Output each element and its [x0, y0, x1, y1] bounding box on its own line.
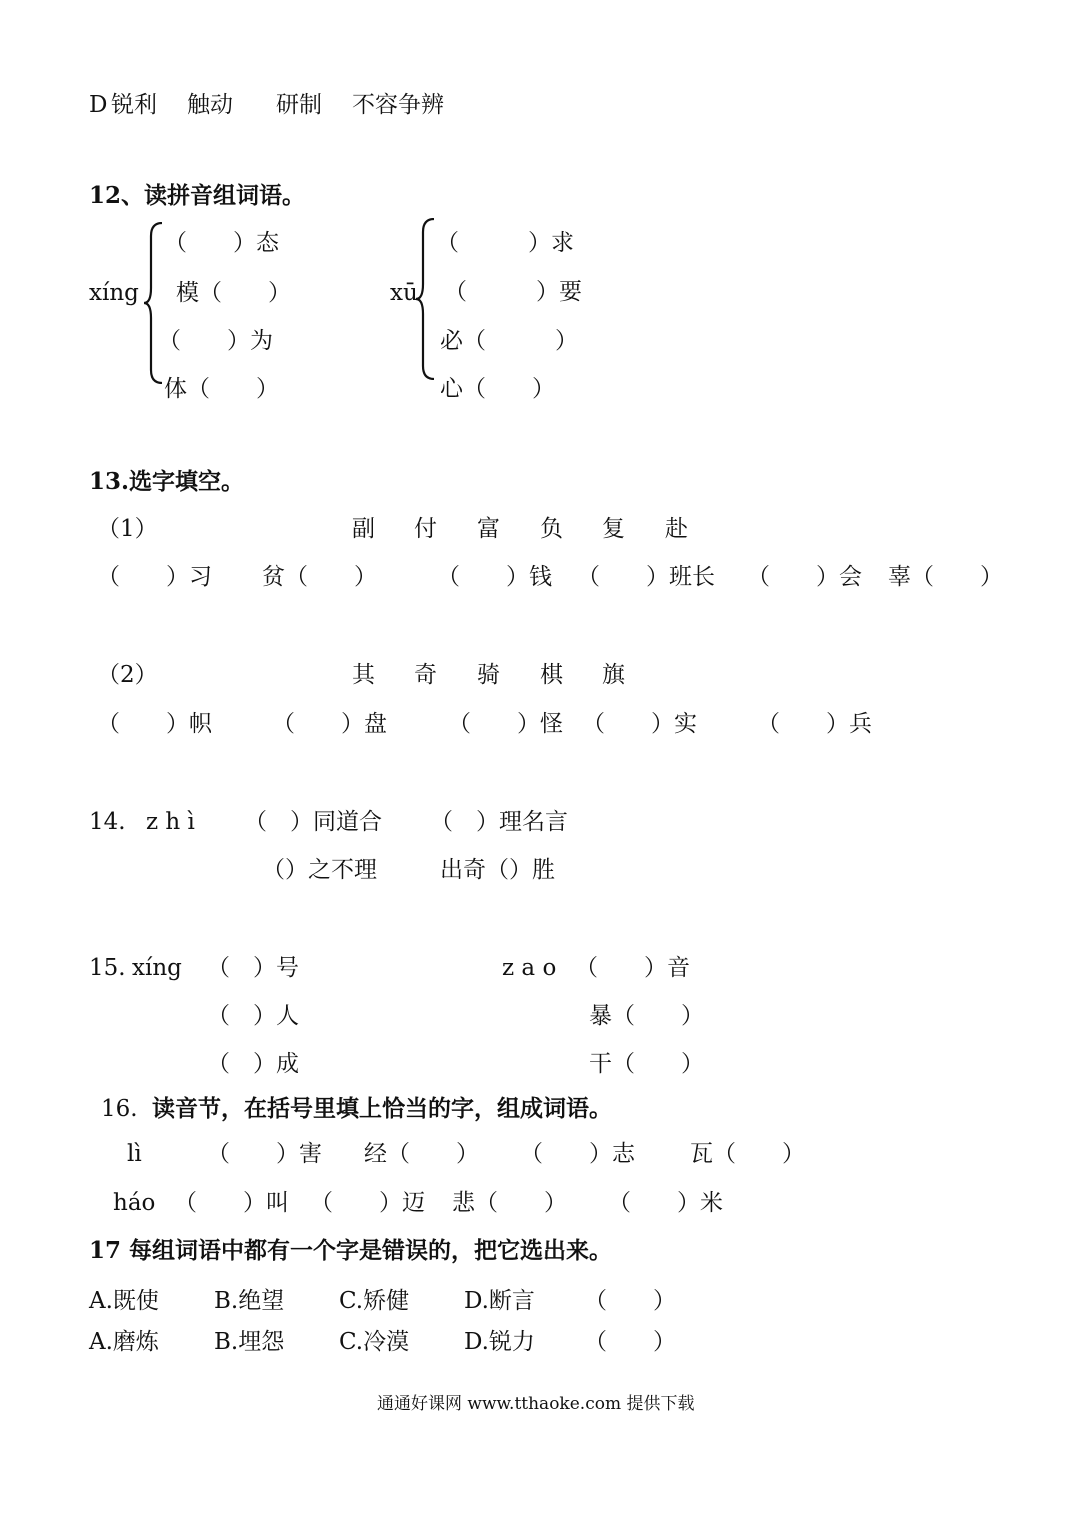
q16-row2-pinyin: háo [113, 1190, 156, 1216]
q16-row2-item: （ ）迈 [310, 1190, 425, 1216]
q12-left-item: 体（ ） [164, 376, 279, 402]
q16-row1-item: （ ）害 [207, 1141, 322, 1167]
q13-part1-char: 付 [414, 516, 437, 542]
q13-part1-char: 赴 [665, 516, 688, 542]
q17-option: D.锐力 [464, 1329, 535, 1355]
q13-part1-blank: 贫（ ） [262, 564, 377, 590]
q15-number: 15. [89, 955, 126, 981]
q15-left-item: （ ）号 [207, 955, 299, 981]
q17-option: B.埋怨 [214, 1329, 285, 1355]
q13-part1-blank: （ ）会 [747, 564, 862, 590]
q13-part2-blank: （ ）怪 [448, 711, 563, 737]
q17-title: 17 每组词语中都有一个字是错误的，把它选出来。 [89, 1237, 613, 1264]
q15-pinyin-right: z a o [502, 955, 557, 981]
q14-item: （ ）理名言 [430, 809, 568, 835]
q13-part1-blank: （ ）班长 [577, 564, 715, 590]
q12-right-item: 必（ ） [440, 328, 578, 354]
q14-item: （ ）同道合 [244, 809, 382, 835]
q13-part2-char: 其 [352, 662, 375, 688]
option-d-word: 不容争辨 [352, 92, 444, 118]
q12-left-item: 模（ ） [176, 280, 291, 306]
q13-part2-blank: （ ）盘 [272, 711, 387, 737]
q12-title: 12、读拼音组词语。 [89, 182, 306, 209]
q12-right-pinyin: xū [390, 280, 418, 306]
q15-right-item: 暴（ ） [589, 1003, 704, 1029]
option-d-word: 触动 [187, 92, 233, 118]
right-brace-icon [414, 218, 436, 380]
q16-row2-item: 悲（ ） [452, 1190, 567, 1216]
q17-option: D.断言 [464, 1288, 535, 1314]
q16-row1-pinyin: lì [127, 1141, 142, 1167]
q15-right-item: （ ）音 [575, 955, 690, 981]
q13-part2-char: 棋 [540, 662, 563, 688]
q14-item: （）之不理 [262, 857, 377, 883]
q14-item: 出奇（）胜 [440, 857, 555, 883]
q15-left-item: （ ）人 [207, 1003, 299, 1029]
q13-part1-char: 复 [602, 516, 625, 542]
q16-row1-item: （ ）志 [520, 1141, 635, 1167]
q12-right-item: 心（ ） [440, 376, 555, 402]
q13-part2-blank: （ ）实 [582, 711, 697, 737]
q13-part1-blank: （ ）钱 [437, 564, 552, 590]
q16-number: 16. [101, 1096, 138, 1122]
q13-part2-char: 奇 [414, 662, 437, 688]
option-d-word: 研制 [276, 92, 322, 118]
footer-source: 通通好课网 www.tthaoke.com 提供下载 [377, 1394, 695, 1414]
q14-pinyin: z h ì [146, 809, 195, 835]
q17-option: C.矫健 [339, 1288, 410, 1314]
q13-part2-blank: （ ）兵 [757, 711, 872, 737]
q17-option: B.绝望 [214, 1288, 285, 1314]
q13-title: 13.选字填空。 [89, 468, 245, 495]
q17-option: C.冷漠 [339, 1329, 410, 1355]
q13-part1-char: 富 [477, 516, 500, 542]
q12-left-item: （ ）态 [164, 230, 279, 256]
q13-part1-blank: 辜（ ） [888, 564, 1003, 590]
q12-right-item: （ ）求 [436, 230, 574, 256]
option-d-word: 锐利 [111, 92, 157, 118]
q17-answer-blank: （ ） [584, 1288, 676, 1314]
q15-pinyin-left: xíng [132, 955, 182, 981]
q16-row1-item: 经（ ） [364, 1141, 479, 1167]
q17-option: A.磨炼 [89, 1329, 159, 1355]
q13-part1-char: 负 [540, 516, 563, 542]
q15-left-item: （ ）成 [207, 1051, 299, 1077]
q16-row1-item: 瓦（ ） [690, 1141, 805, 1167]
q15-right-item: 干（ ） [589, 1051, 704, 1077]
q16-row2-item: （ ）米 [608, 1190, 723, 1216]
q13-part1-blank: （ ）习 [97, 564, 212, 590]
q13-part2-char: 旗 [602, 662, 625, 688]
q12-left-item: （ ）为 [158, 328, 273, 354]
q16-row2-item: （ ）叫 [174, 1190, 289, 1216]
q12-right-item: （ ）要 [444, 279, 582, 305]
q16-title: 读音节，在括号里填上恰当的字，组成词语。 [152, 1095, 612, 1122]
left-brace-icon [142, 222, 164, 384]
option-d-label: D [89, 92, 108, 118]
q13-part2-blank: （ ）帜 [97, 711, 212, 737]
q14-number: 14. [89, 809, 126, 835]
q17-answer-blank: （ ） [584, 1329, 676, 1355]
q13-part2-number: （2） [97, 662, 158, 688]
q13-part1-number: （1） [97, 516, 158, 542]
q13-part2-char: 骑 [477, 662, 500, 688]
q17-option: A.既使 [89, 1288, 159, 1314]
q13-part1-char: 副 [352, 516, 375, 542]
q12-left-pinyin: xíng [89, 280, 139, 306]
